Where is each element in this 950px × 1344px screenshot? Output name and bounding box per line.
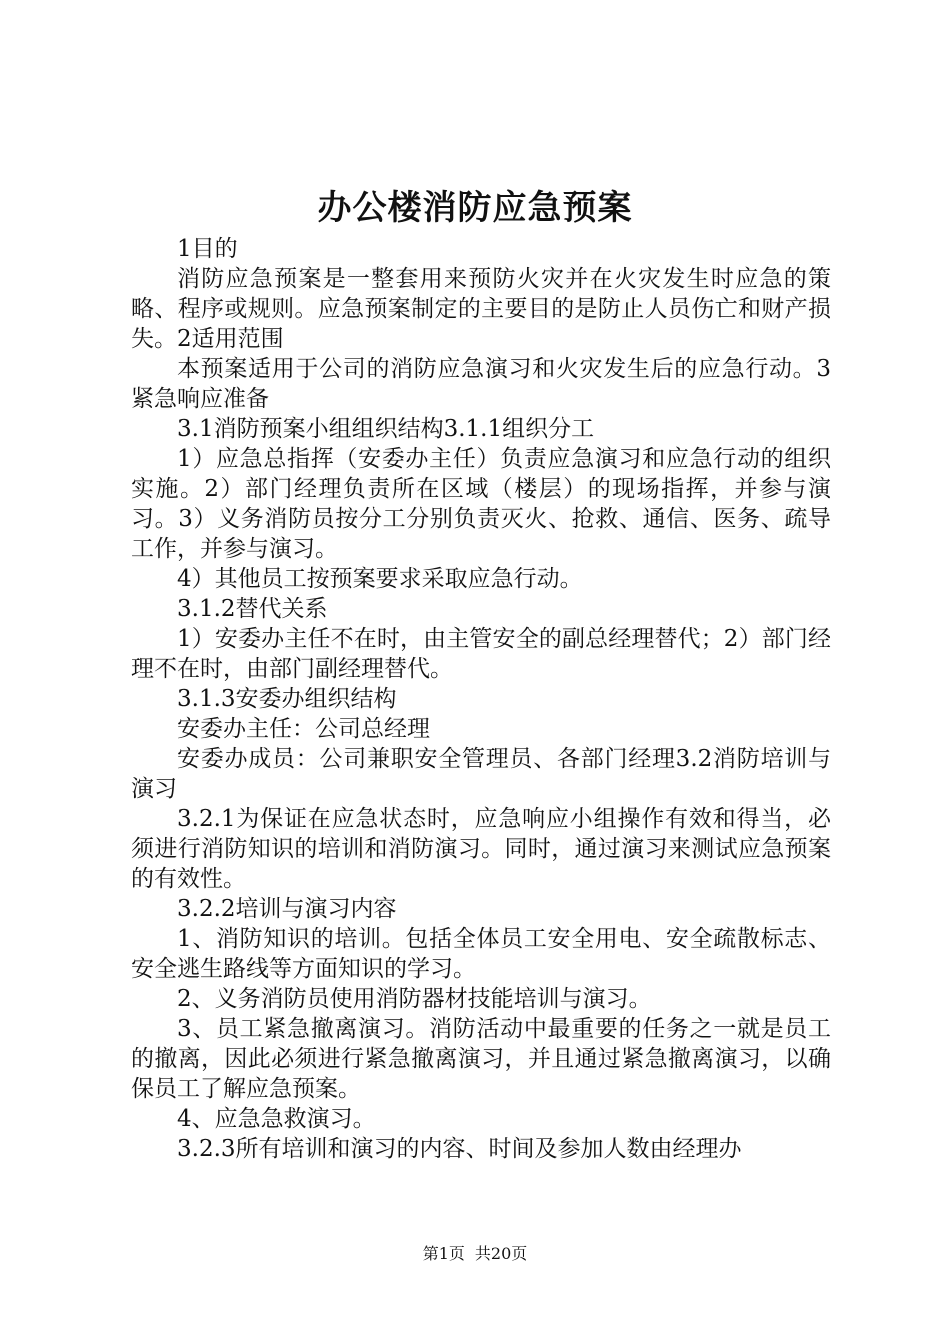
paragraph: 4）其他员工按预案要求采取应急行动。	[177, 566, 583, 592]
document-title: 办公楼消防应急预案	[317, 188, 633, 228]
paragraph: 3.2.1为保证在应急状态时，应急响应小组操作有效和得当，必须进行消防知识的培训和消防演习。同时，通过演习来测试应急预案的有效性。	[131, 806, 831, 892]
paragraph: 1、消防知识的培训。包括全体员工安全用电、安全疏散标志、安全逃生路线等方面知识的学习。	[131, 926, 831, 982]
paragraph: 3.2.2培训与演习内容	[177, 896, 397, 922]
page-number-total: 共20页	[474, 1244, 528, 1263]
paragraph: 3.1消防预案小组组织结构3.1.1组织分工	[177, 416, 595, 442]
paragraph: 1）应急总指挥（安委办主任）负责应急演习和应急行动的组织实施。2）部门经理负责所在区域（楼层）的现场指挥，并参与演习。3）义务消防员按分工分别负责灭火、抢救、通信、医务、疏导工作，并参与演习。	[131, 446, 831, 562]
paragraph: 安委办主任：公司总经理	[177, 716, 430, 742]
document-body	[131, 234, 831, 1164]
paragraph: 消防应急预案是一整套用来预防火灾并在火灾发生时应急的策略、程序或规则。应急预案制定的主要目的是防止人员伤亡和财产损失。2适用范围	[131, 266, 831, 352]
paragraph: 3、员工紧急撤离演习。消防活动中最重要的任务之一就是员工的撤离，因此必须进行紧急撤离演习，并且通过紧急撤离演习，以确保员工了解应急预案。	[131, 1016, 831, 1102]
paragraph: 本预案适用于公司的消防应急演习和火灾发生后的应急行动。3紧急响应准备	[131, 356, 831, 412]
paragraph: 3.1.3安委办组织结构	[177, 686, 397, 712]
page-number-current: 第1页	[422, 1244, 465, 1263]
paragraph: 1）安委办主任不在时，由主管安全的副总经理替代；2）部门经理不在时，由部门副经理替代。	[131, 626, 831, 682]
paragraph: 3.2.3所有培训和演习的内容、时间及参加人数由经理办	[177, 1136, 742, 1162]
paragraph: 4、应急急救演习。	[177, 1106, 376, 1132]
page-footer	[0, 1243, 950, 1265]
paragraph: 1目的	[177, 236, 238, 262]
paragraph: 2、义务消防员使用消防器材技能培训与演习。	[177, 986, 652, 1012]
paragraph: 3.1.2替代关系	[177, 596, 328, 622]
paragraph: 安委办成员：公司兼职安全管理员、各部门经理3.2消防培训与演习	[131, 746, 831, 802]
